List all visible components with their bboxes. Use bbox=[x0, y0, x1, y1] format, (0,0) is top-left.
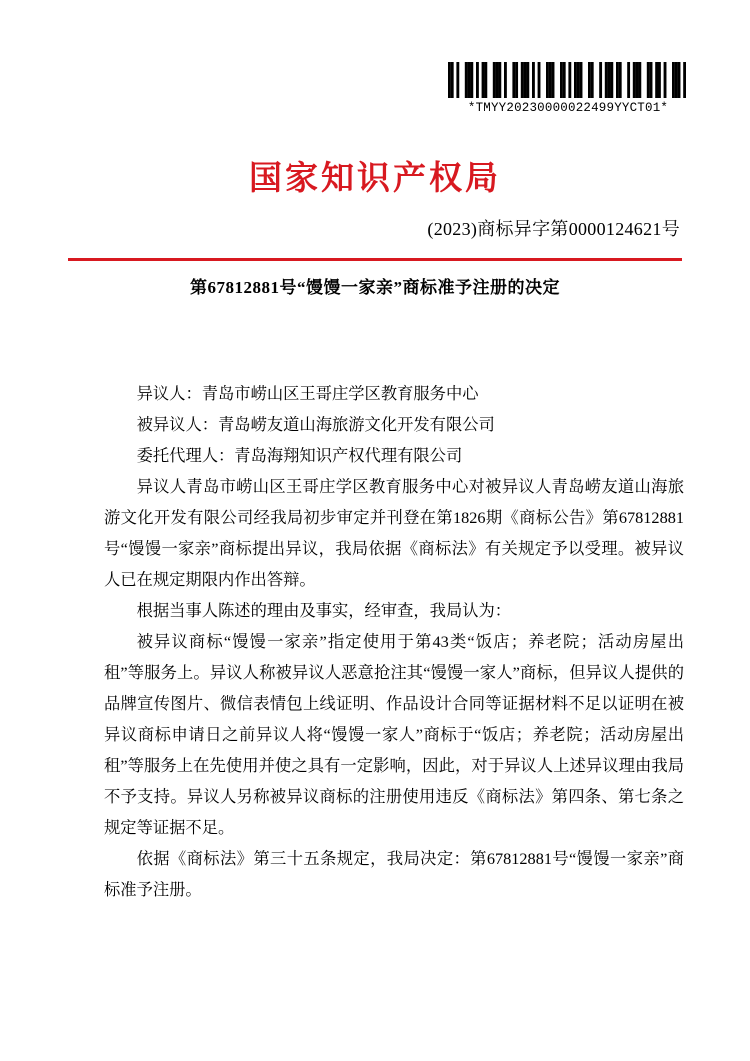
paragraph-opponent: 异议人：青岛市崂山区王哥庄学区教育服务中心 bbox=[136, 384, 479, 403]
paragraph-review-intro: 根据当事人陈述的理由及事实，经审查，我局认为： bbox=[136, 601, 512, 620]
paragraph-case-background: 异议人青岛市崂山区王哥庄学区教育服务中心对被异议人青岛崂友道山海旅游文化开发有限公司经我局初步审定并刊登在第1826期《商标公告》第67812881号“馒馒一家亲”商标提出异议，我局依据《商标法》有关规定予以受理。被异议人已在规定期限内作出答辩。 bbox=[104, 477, 684, 589]
document-number: (2023)商标异字第0000124621号 bbox=[427, 219, 680, 239]
paragraph-decision: 依据《商标法》第三十五条规定，我局决定：第67812881号“馒馒一家亲”商标准予注册。 bbox=[104, 849, 684, 899]
header-divider bbox=[68, 258, 682, 261]
paragraph-findings: 被异议商标“馒馒一家亲”指定使用于第43类“饭店；养老院；活动房屋出租”等服务上。异议人称被异议人恶意抢注其“馒馒一家人”商标，但异议人提供的品牌宣传图片、微信表情包上线证明、作品设计合同等证据材料不足以证明在被异议商标申请日之前异议人将“馒馒一家人”商标于“饭店；养老院；活动房屋出租”等服务上在先使用并使之具有一定影响，因此，对于异议人上述异议理由我局不予支持。异议人另称被异议商标的注册使用违反《商标法》第四条、第七条之规定等证据不足。 bbox=[104, 632, 684, 837]
barcode-block bbox=[448, 62, 688, 115]
document-body bbox=[104, 378, 684, 905]
barcode-icon bbox=[448, 62, 686, 98]
barcode-text: *TMYY20230000022499YYCT01* bbox=[467, 101, 669, 115]
paragraph-agent: 委托代理人：青岛海翔知识产权代理有限公司 bbox=[136, 446, 463, 465]
issuing-authority-title: 国家知识产权局 bbox=[249, 161, 501, 197]
document-subject-title: 第67812881号“馒馒一家亲”商标准予注册的决定 bbox=[190, 278, 560, 297]
paragraph-opposed-party: 被异议人：青岛崂友道山海旅游文化开发有限公司 bbox=[136, 415, 495, 434]
